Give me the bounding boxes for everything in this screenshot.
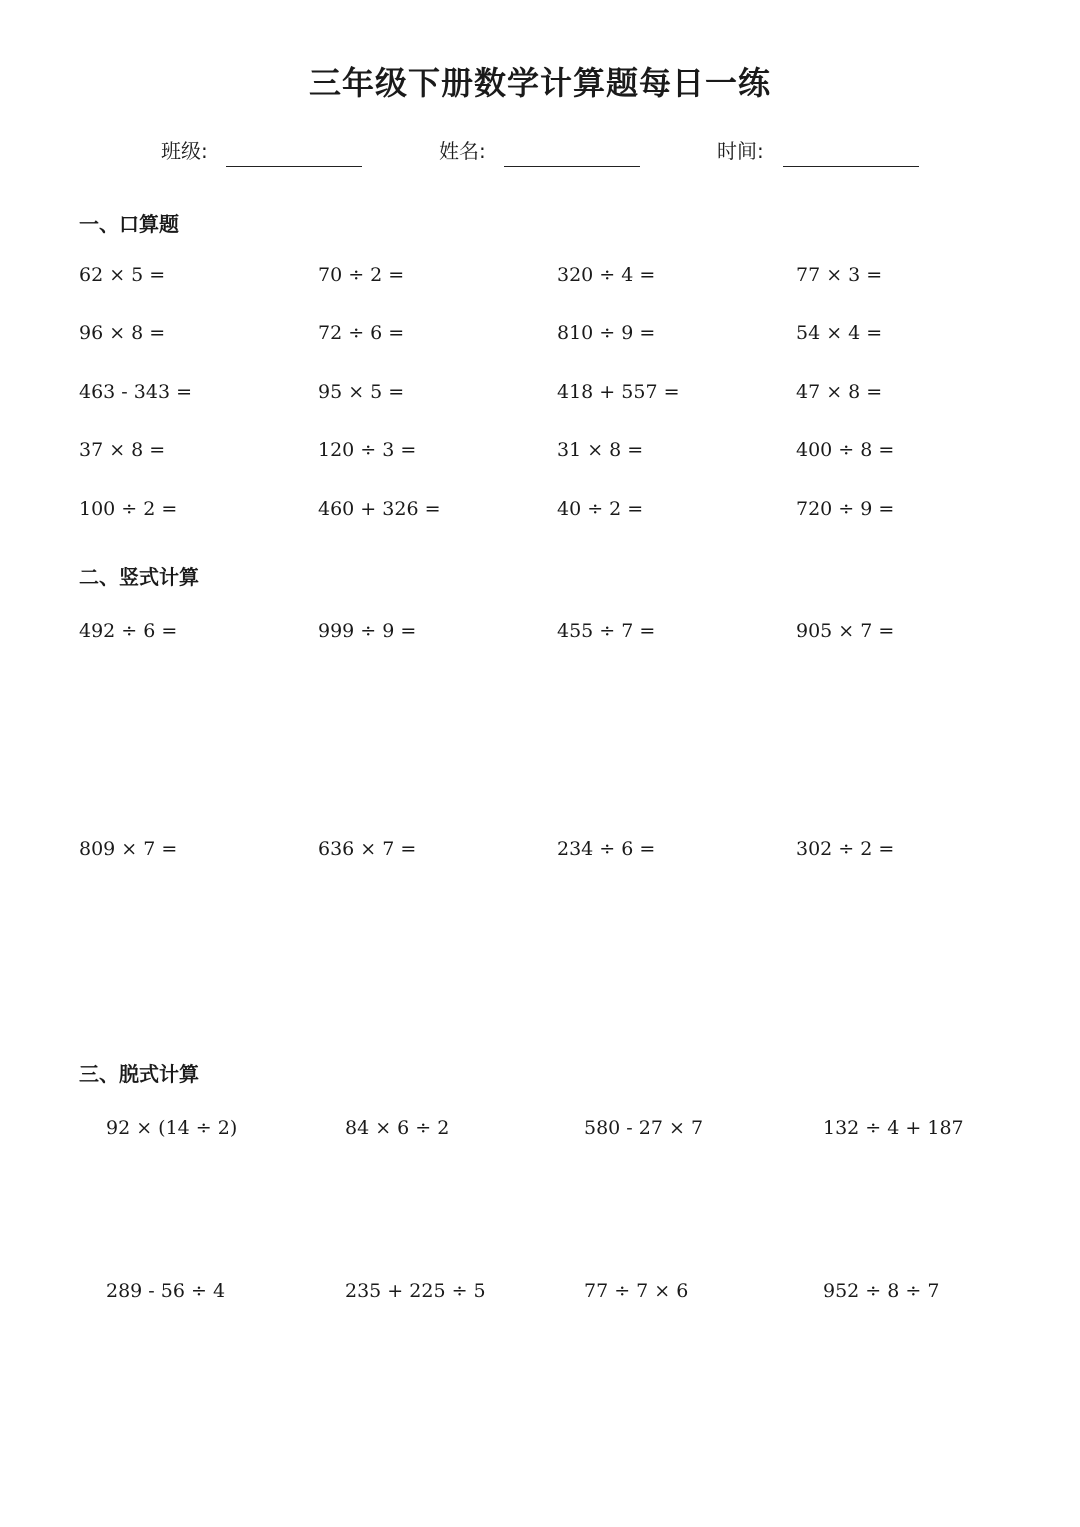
oral-problem: 37 × 8 =: [79, 439, 166, 461]
class-blank-line[interactable]: [226, 166, 362, 167]
section-heading-stepwise: 三、脱式计算: [79, 1062, 199, 1086]
stepwise-problem: 289 - 56 ÷ 4: [106, 1280, 226, 1302]
oral-problem: 96 × 8 =: [79, 322, 166, 344]
page-title: 三年级下册数学计算题每日一练: [308, 64, 771, 102]
oral-problem: 70 ÷ 2 =: [318, 264, 405, 286]
vertical-problem: 455 ÷ 7 =: [557, 620, 656, 642]
vertical-problem: 905 × 7 =: [796, 620, 895, 642]
oral-problem: 320 ÷ 4 =: [557, 264, 656, 286]
oral-problem: 72 ÷ 6 =: [318, 322, 405, 344]
vertical-problem: 492 ÷ 6 =: [79, 620, 178, 642]
time-field: [717, 134, 764, 170]
stepwise-problem: 84 × 6 ÷ 2: [345, 1117, 450, 1139]
oral-problem: 62 × 5 =: [79, 264, 166, 286]
class-label: 班级:: [161, 139, 208, 163]
vertical-problem: 234 ÷ 6 =: [557, 838, 656, 860]
oral-problem: 40 ÷ 2 =: [557, 498, 644, 520]
name-blank-line[interactable]: [504, 166, 640, 167]
class-field: [161, 134, 208, 170]
oral-problem: 31 × 8 =: [557, 439, 644, 461]
stepwise-problem: 580 - 27 × 7: [584, 1117, 704, 1139]
stepwise-problem: 235 + 225 ÷ 5: [345, 1280, 486, 1302]
section-heading-oral: 一、口算题: [79, 212, 179, 236]
oral-problem: 460 + 326 =: [318, 498, 441, 520]
oral-problem: 400 ÷ 8 =: [796, 439, 895, 461]
oral-problem: 120 ÷ 3 =: [318, 439, 417, 461]
vertical-problem: 302 ÷ 2 =: [796, 838, 895, 860]
name-label: 姓名:: [439, 139, 486, 163]
section-heading-vertical: 二、竖式计算: [79, 565, 199, 589]
time-blank-line[interactable]: [783, 166, 919, 167]
stepwise-problem: 77 ÷ 7 × 6: [584, 1280, 689, 1302]
student-info-row: [0, 134, 1080, 174]
vertical-problem: 809 × 7 =: [79, 838, 178, 860]
oral-problem: 463 - 343 =: [79, 381, 192, 403]
stepwise-problem: 952 ÷ 8 ÷ 7: [823, 1280, 940, 1302]
name-field: [439, 134, 486, 170]
oral-problem: 720 ÷ 9 =: [796, 498, 895, 520]
oral-problem: 54 × 4 =: [796, 322, 883, 344]
oral-problem: 47 × 8 =: [796, 381, 883, 403]
stepwise-problem: 92 × (14 ÷ 2): [106, 1117, 238, 1139]
vertical-problem: 999 ÷ 9 =: [318, 620, 417, 642]
oral-problem: 95 × 5 =: [318, 381, 405, 403]
oral-problem: 418 + 557 =: [557, 381, 680, 403]
stepwise-problem: 132 ÷ 4 + 187: [823, 1117, 964, 1139]
time-label: 时间:: [717, 139, 764, 163]
oral-problem: 77 × 3 =: [796, 264, 883, 286]
vertical-problem: 636 × 7 =: [318, 838, 417, 860]
oral-problem: 100 ÷ 2 =: [79, 498, 178, 520]
oral-problem: 810 ÷ 9 =: [557, 322, 656, 344]
